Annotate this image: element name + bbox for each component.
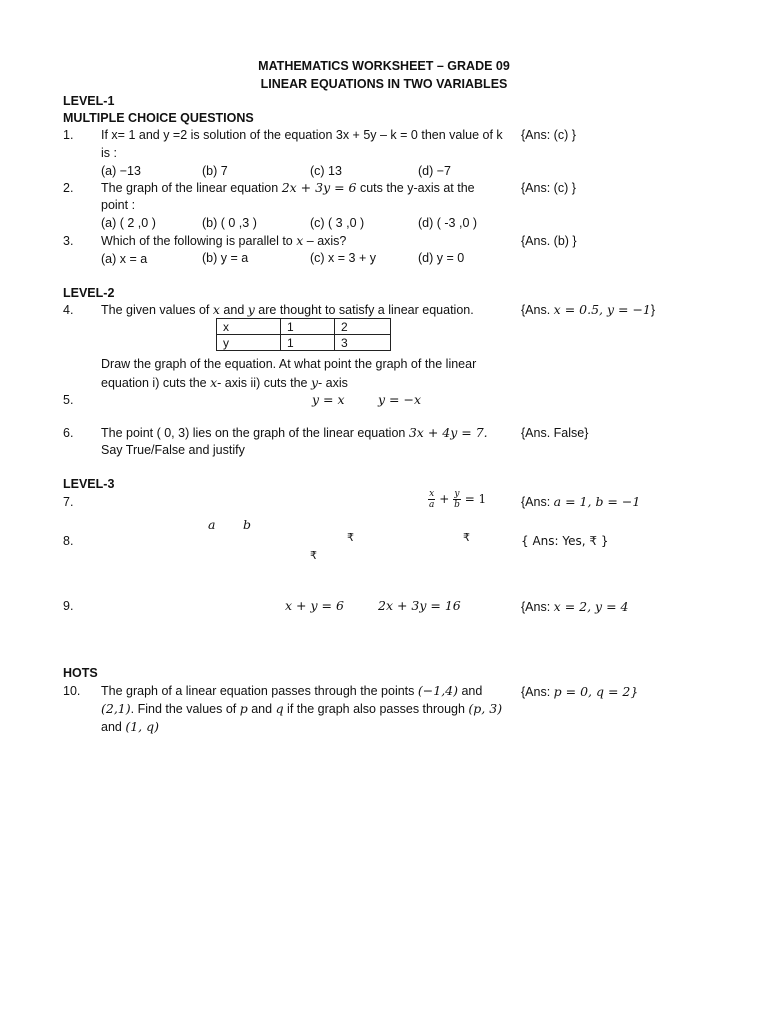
hots-heading: HOTS [63,666,98,680]
table-cell: 2 [335,319,391,335]
q10-number: 10. [63,684,81,698]
q7-var-a: a [208,517,216,532]
q1-number: 1. [63,128,74,142]
q3-option-d: (d) y = 0 [418,251,465,265]
q2-option-d: (d) ( -3 ,0 ) [418,216,478,230]
table-cell: 3 [335,335,391,351]
q1-option-d: (d) −7 [418,164,452,178]
level2-heading: LEVEL-2 [63,286,115,300]
q10-text-line2: (2,1). Find the values of p and q if the graph also passes through (p, 3) [101,701,503,716]
q2-option-b: (b) ( 0 ,3 ) [202,216,257,230]
q8-rupee-3: ₹ [310,549,317,562]
table-row [217,335,391,351]
q1-option-a: (a) −13 [101,164,141,178]
q10-answer: {Ans: p = 0, q = 2} [521,684,639,699]
worksheet-subtitle: LINEAR EQUATIONS IN TWO VARIABLES [260,77,508,91]
q1-answer: {Ans: (c) } [521,128,576,142]
q9-equation-1: x + y = 6 [285,598,344,613]
q9-equation-2: 2x + 3y = 16 [378,598,461,613]
q6-text-line1: The point ( 0, 3) lies on the graph of the linear equation 3x + 4y = 7. [101,425,488,440]
q1-option-c: (c) 13 [310,164,342,178]
q7-equation: $\frac{x}{a}$ + $\frac{y}{b}$ = 1 [429,489,487,510]
mcq-heading: MULTIPLE CHOICE QUESTIONS [63,111,254,125]
q3-answer: {Ans. (b) } [521,234,577,248]
q9-answer: {Ans: x = 2, y = 4 [521,599,629,614]
q8-answer: { Ans: Yes, ₹ } [521,534,609,548]
q4-answer: {Ans. x = 0.5, y = −1} [521,302,656,317]
q5-equation-2: y = −x [378,392,422,407]
q3-text: Which of the following is parallel to x – axis? [101,233,347,248]
q10-text-line3: and (1, q) [101,719,159,734]
q3-option-b: (b) y = a [202,251,249,265]
q2-number: 2. [63,181,74,195]
q7-answer: {Ans: a = 1, b = −1 [521,494,641,509]
q8-rupee-1: ₹ [347,531,354,544]
q7-number: 7. [63,495,74,509]
q8-number: 8. [63,534,74,548]
q7-var-b: b [243,517,252,532]
level1-heading: LEVEL-1 [63,94,115,108]
q2-text-line1: The graph of the linear equation 2x + 3y = 6 cuts the y-axis at the [101,180,475,195]
q2-option-a: (a) ( 2 ,0 ) [101,216,156,230]
q1-text-line2: is : [101,146,117,160]
q4-text-line1: The given values of x and y are thought to satisfy a linear equation. [101,302,474,317]
table-cell: y [217,335,281,351]
q3-option-a: (a) x = a [101,252,148,266]
q1-option-b: (b) 7 [202,164,228,178]
q9-number: 9. [63,599,74,613]
q4-text-line3: equation i) cuts the x- axis ii) cuts the y- axis [101,375,348,390]
worksheet-title: MATHEMATICS WORKSHEET – GRADE 09 [258,59,510,73]
table-cell: 1 [281,319,335,335]
q1-text-line1: If x= 1 and y =2 is solution of the equation 3x + 5y – k = 0 then value of k [101,128,503,142]
table-cell: x [217,319,281,335]
q10-text-line1: The graph of a linear equation passes through the points (−1,4) and [101,683,483,698]
table-cell: 1 [281,335,335,351]
q6-text-line2: Say True/False and justify [101,443,245,457]
table-row [217,319,391,335]
q5-number: 5. [63,393,74,407]
q6-number: 6. [63,426,74,440]
q4-values-table [216,318,391,351]
level3-heading: LEVEL-3 [63,477,115,491]
q4-text-line2: Draw the graph of the equation. At what point the graph of the linear [101,357,477,371]
q4-number: 4. [63,303,74,317]
q3-number: 3. [63,234,74,248]
q5-equation-1: y = x [312,392,345,407]
q6-answer: {Ans. False} [521,426,589,440]
q2-option-c: (c) ( 3 ,0 ) [310,216,365,230]
q2-text-line2: point : [101,198,136,212]
q8-rupee-2: ₹ [463,531,470,544]
q2-answer: {Ans: (c) } [521,181,576,195]
q3-option-c: (c) x = 3 + y [310,251,376,265]
